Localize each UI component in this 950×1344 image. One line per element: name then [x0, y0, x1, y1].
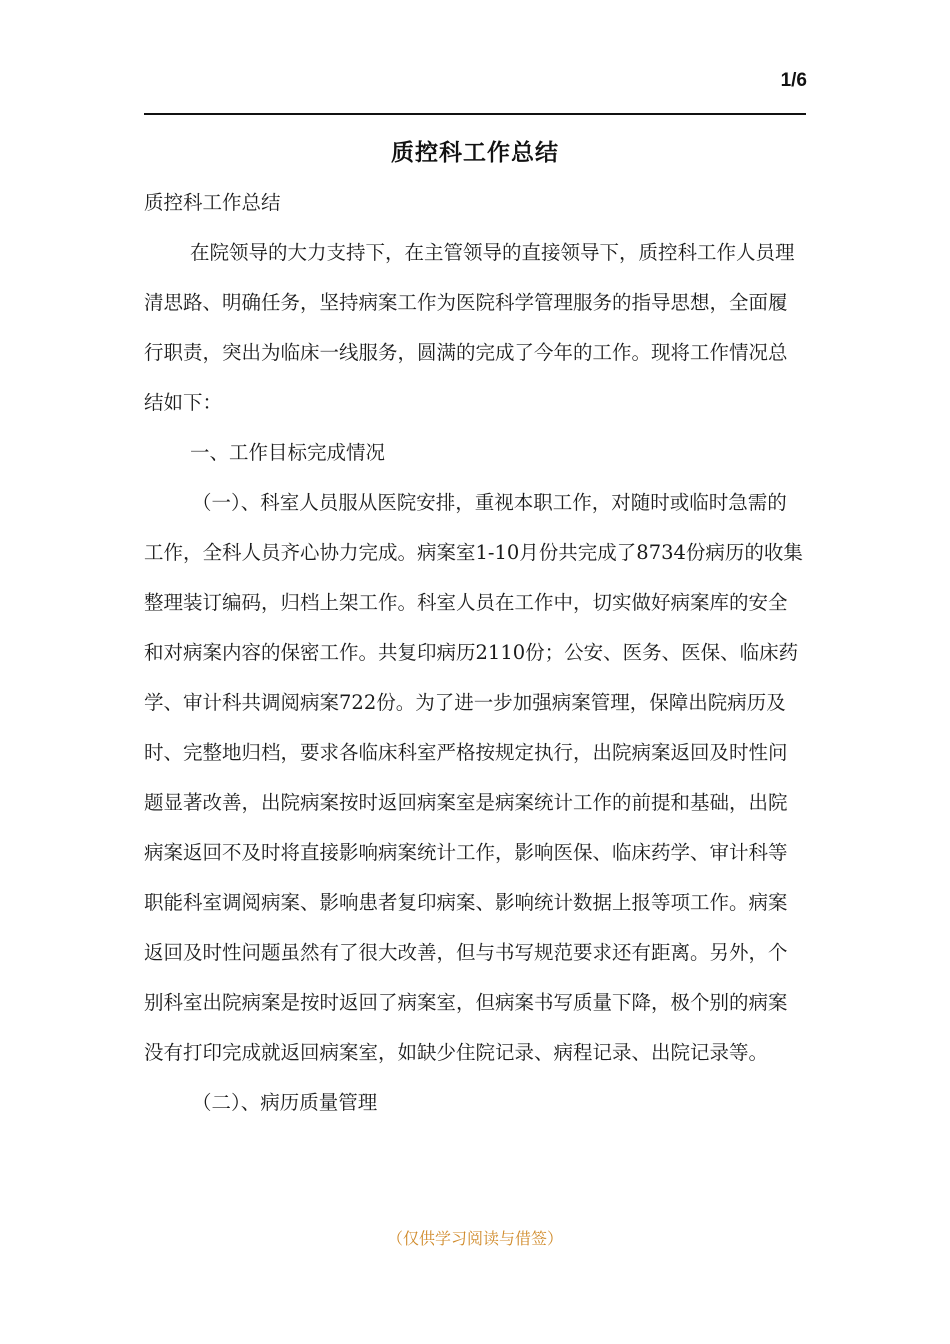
- document-subtitle: 质控科工作总结: [144, 191, 281, 214]
- section-heading: 一、工作目标完成情况: [190, 441, 386, 464]
- subsection-heading: （二）、病历质量管理: [192, 1091, 378, 1114]
- document-body: [144, 178, 824, 1128]
- page-number: 1/6: [780, 70, 807, 91]
- footer-note: （仅供学习阅读与借签）: [386, 1229, 563, 1248]
- header-rule: [144, 113, 806, 115]
- document-title: 质控科工作总结: [391, 140, 559, 166]
- intro-paragraph: 在院领导的大力支持下，在主管领导的直接领导下，质控科工作人员理清思路、明确任务，坚持病案工作为医院科学管理服务的指导思想，全面履行职责，突出为临床一线服务，圆满的完成了今年的工作。现将工作情况总结如下：: [144, 241, 795, 414]
- section-paragraph: （一）、科室人员服从医院安排，重视本职工作，对随时或临时急需的工作，全科人员齐心协力完成。病案室1-10月份共完成了8734份病历的收集整理装订编码，归档上架工作。科室人员在工作中，切实做好病案库的安全和对病案内容的保密工作。共复印病历2110份；公安、医务、医保、临床药学、审计科共调阅病案722份。为了进一步加强病案管理，保障出院病历及时、完整地归档，要求各临床科室严格按规定执行，出院病案返回及时性问题显著改善，出院病案按时返回病案室是病案统计工作的前提和基础，出院病案返回不及时将直接影响病案统计工作，影响医保、临床药学、审计科等职能科室调阅病案、影响患者复印病案、影响统计数据上报等项工作。病案返回及时性问题虽然有了很大改善，但与书写规范要求还有距离。另外，个别科室出院病案是按时返回了病案室，但病案书写质量下降，极个别的病案没有打印完成就返回病案室，如缺少住院记录、病程记录、出院记录等。: [144, 491, 803, 1064]
